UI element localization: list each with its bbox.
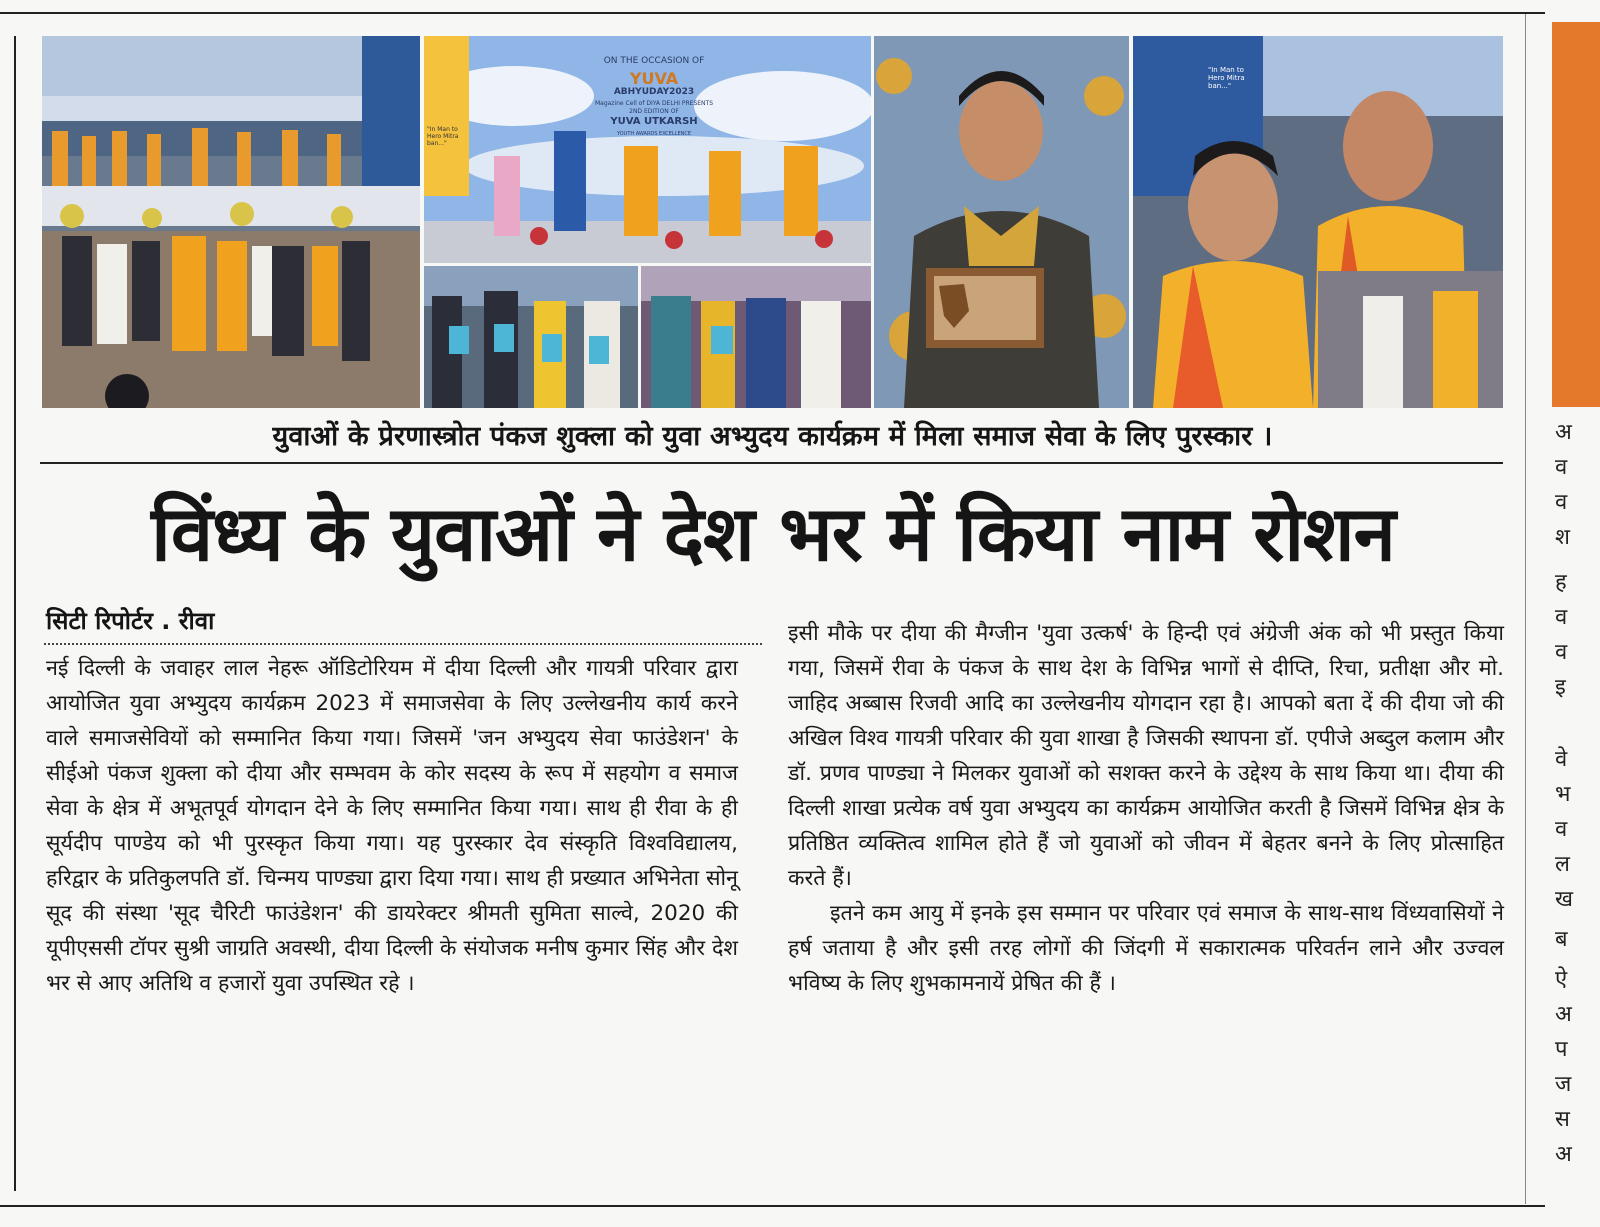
article-paragraph: नई दिल्ली के जवाहर लाल नेहरू ऑडिटोरियम में दीया दिल्ली और गायत्री परिवार द्वारा आयोजित युवा अभ्युदय कार्यक्रम 2023 में समाजसेवा के लिए उल्लेखनीय कार्य करने वाले समाजसेवियों को सम्मानित किया गया। जिसमें 'जन अभ्युदय सेवा फाउंडेशन' के सीईओ पंकज शुक्ला को दीया और सम्भवम के कोर सदस्य के रूप में सहयोग व समाज सेवा के क्षेत्र में अभूतपूर्व योगदान देने के लिए सम्मानित किया गया। साथ ही रीवा के ही सूर्यदीप पाण्डेय को भी पुरस्कृत किया गया। यह पुरस्कार देव संस्कृति विश्वविद्यालय, हरिद्वार के प्रतिकुलपति डॉ. चिन्मय पाण्ड्या द्वारा दिया गया। साथ ही प्रख्यात अभिनेता सोनू सूद की संस्था 'सूद चैरिटी फाउंडेशन' की डायरेक्टर श्रीमती सुमिता साल्वे, 2020 की यूपीएससी टॉपर सुश्री जाग्रति अवस्थी, दीया दिल्ली के संयोजक मनीष कुमार सिंह और देश भर से आए अतिथि व हजारों युवा उपस्थित रहे । <box>46 656 738 996</box>
photo-caption: युवाओं के प्रेरणास्त्रोत पंकज शुक्ला को युवा अभ्युदय कार्यक्रम में मिला समाज सेवा के लिए पुरस्कार । <box>272 421 1273 452</box>
fragment-char: व <box>1555 640 1568 665</box>
fragment-char: ऐ <box>1555 967 1568 992</box>
article-right-column <box>788 616 1504 1176</box>
fragment-char: व <box>1555 605 1568 630</box>
photo-felicitation <box>1133 36 1503 408</box>
article-left-column <box>46 651 738 1171</box>
fragment-char: प <box>1555 1037 1568 1062</box>
fragment-char: वे <box>1555 747 1568 772</box>
fragment-char: ल <box>1555 852 1570 877</box>
photo-magazine-launch <box>424 36 871 263</box>
banner-year: ABHYUDAY2023 <box>613 87 695 97</box>
fragment-char: अ <box>1555 1142 1572 1167</box>
banner-top-text: ON THE OCCASION OF <box>603 56 705 66</box>
fragment-char: अ <box>1555 1002 1572 1027</box>
article-paragraph: इतने कम आयु में इनके इस सम्मान पर परिवार एवं समाज के साथ-साथ विंध्यवासियों ने हर्ष जताया है और इसी तरह लोगों की जिंदगी में सकारात्मक परिवर्तन लाने और उज्वल भविष्य के लिए शुभकामनायें प्रेषित की हैं । <box>788 901 1504 996</box>
fragment-char: अ <box>1555 420 1572 445</box>
adjacent-column-fragment <box>1525 0 1600 1227</box>
banner-sub: Magazine Cell of DIYA DELHI PRESENTS <box>594 100 714 107</box>
fragment-char: ह <box>1555 570 1567 595</box>
fragment-char: ज <box>1555 1072 1572 1097</box>
top-rule <box>0 12 1545 14</box>
caption-rule <box>40 462 1503 464</box>
banner-logo: YUVA <box>629 69 679 88</box>
fragment-char: व <box>1555 490 1568 515</box>
fragment-char: व <box>1555 817 1568 842</box>
banner-tagline: YOUTH AWARDS EXCELLENCE <box>616 131 692 137</box>
photo-group-magazine-1 <box>424 266 638 408</box>
fragment-char: व <box>1555 455 1568 480</box>
fragment-char: भ <box>1555 782 1571 807</box>
bottom-rule <box>0 1205 1545 1207</box>
headline: विंध्य के युवाओं ने देश भर में किया नाम रोशन <box>151 489 1395 578</box>
banner-edition: 2ND EDITION OF <box>629 108 679 115</box>
fragment-char: इ <box>1555 675 1566 700</box>
stage-slogan-text: "In Man to Hero Mitra ban..." <box>427 126 459 147</box>
photo-group-magazine-2 <box>641 266 871 408</box>
fragment-char: ब <box>1555 927 1568 952</box>
photo-pankaj-award <box>874 36 1129 408</box>
article-paragraph: इसी मौके पर दीया की मैग्जीन 'युवा उत्कर्ष' के हिन्दी एवं अंग्रेजी अंक को भी प्रस्तुत किया गया, जिसमें रीवा के पंकज के साथ देश के विभिन्न भागों से दीप्ति, रिचा, प्रतीक्षा और मो. जाहिद अब्बास रिजवी आदि का उल्लेखनीय योगदान रहा है। आपको बता दें की दीया जो की अखिल विश्व गायत्री परिवार की युवा शाखा है जिसकी स्थापना डॉ. एपीजे अब्दुल कलाम और डॉ. प्रणव पाण्ड्या ने मिलकर युवाओं को सशक्त करने के उद्देश्य के साथ किया था। दीया की दिल्ली शाखा प्रत्येक वर्ष युवा अभ्युदय का कार्यक्रम आयोजित करती है जिसमें विभिन्न क्षेत्र के प्रतिष्ठित व्यक्तित्व शामिल होते हैं जो युवाओं को जीवन में बेहतर बनने के लिए प्रोत्साहित करते हैं। <box>788 621 1504 891</box>
left-rule <box>14 36 16 1191</box>
fragment-char: श <box>1555 525 1570 550</box>
felicitation-slogan-text: "In Man to Hero Mitra ban..." <box>1208 66 1245 90</box>
fragment-char: ख <box>1555 887 1573 912</box>
photo-stage-crowd <box>42 36 420 408</box>
byline-divider <box>44 643 762 645</box>
byline: सिटी रिपोर्टर . रीवा <box>46 607 215 635</box>
fragment-char: स <box>1555 1107 1570 1132</box>
banner-title: YUVA UTKARSH <box>610 116 698 127</box>
